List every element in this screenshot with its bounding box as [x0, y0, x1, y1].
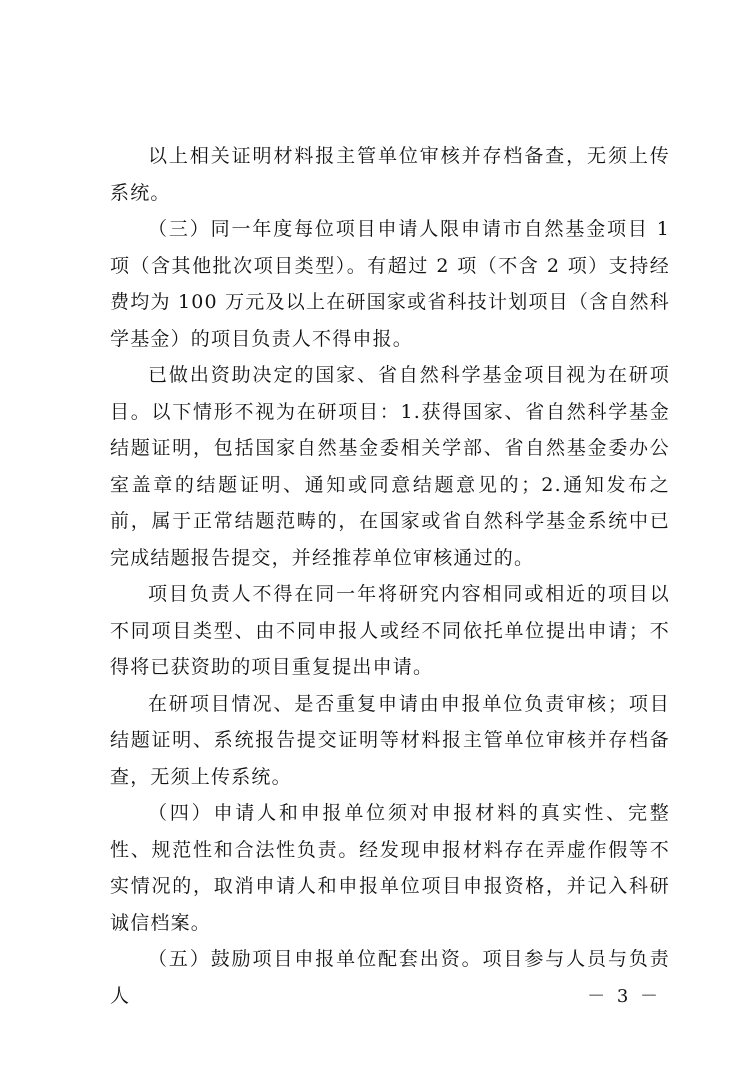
paragraph-5: 在研项目情况、是否重复申请由申报单位负责审核；项目结题证明、系统报告提交证明等材料报主管单位审核并存档备查，无须上传系统。 [110, 692, 670, 788]
paragraph-3: 已做出资助决定的国家、省自然科学基金项目视为在研项目。以下情形不视为在研项目：1.获得国家、省自然科学基金结题证明，包括国家自然基金委相关学部、省自然基金委办公室盖章的结题证明、通知或同意结题意见的；2.通知发布之前，属于正常结题范畴的，在国家或省自然科学基金系统中已完成结题报告提交，并经推荐单位审核通过的。 [110, 364, 670, 569]
paragraph-1: 以上相关证明材料报主管单位审核并存档备查，无须上传系统。 [110, 145, 670, 204]
body-text [110, 138, 670, 1014]
paragraph-2: （三）同一年度每位项目申请人限申请市自然基金项目 1 项（含其他批次项目类型）。有超过 2 项（不含 2 项）支持经费均为 100 万元及以上在研国家或省科技计划项目（含自然科学基金）的项目负责人不得申报。 [110, 218, 670, 350]
page-number: － 3 － [587, 986, 661, 1007]
paragraph-4: 项目负责人不得在同一年将研究内容相同或相近的项目以不同项目类型、由不同申报人或经不同依托单位提出申请；不得将已获资助的项目重复提出申请。 [110, 583, 670, 678]
paragraph-6: （四）申请人和申报单位须对申报材料的真实性、完整性、规范性和合法性负责。经发现申报材料存在弄虚作假等不实情况的，取消申请人和申报单位项目申报资格，并记入科研诚信档案。 [110, 802, 670, 934]
paragraph-7: （五）鼓励项目申报单位配套出资。项目参与人员与负责人 [110, 948, 670, 1007]
